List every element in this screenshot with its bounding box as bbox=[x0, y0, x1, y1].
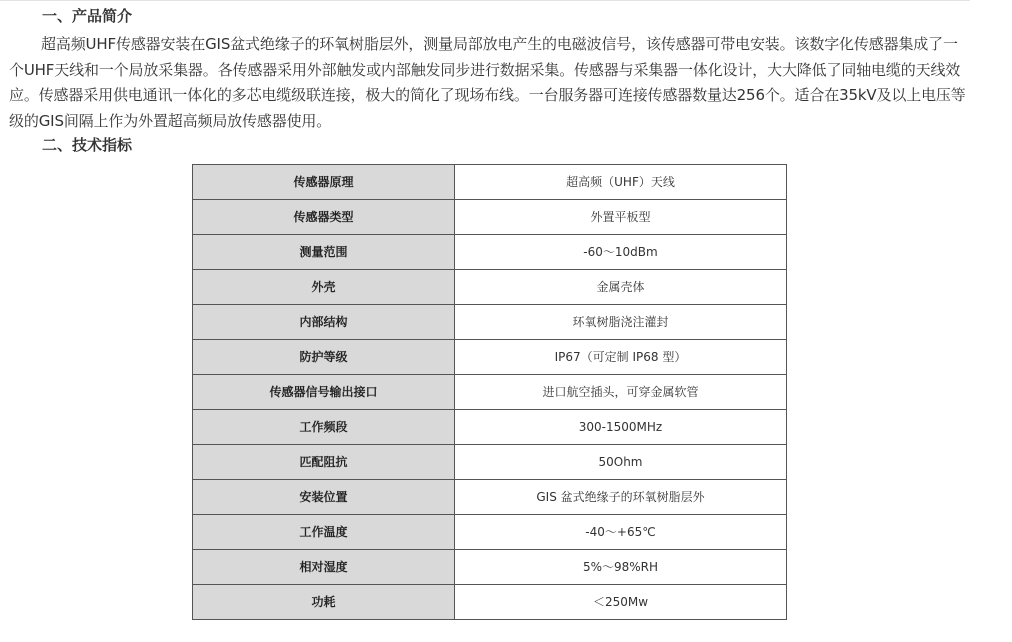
section-heading-intro: 一、产品简介 bbox=[42, 7, 133, 25]
spec-label: 安装位置 bbox=[193, 480, 455, 515]
spec-label: 测量范围 bbox=[193, 235, 455, 270]
spec-value: -40～+65℃ bbox=[455, 515, 787, 550]
spec-value: 环氧树脂浇注灌封 bbox=[455, 305, 787, 340]
spec-row bbox=[193, 515, 787, 550]
spec-label: 传感器类型 bbox=[193, 200, 455, 235]
spec-row bbox=[193, 200, 787, 235]
spec-label: 相对湿度 bbox=[193, 550, 455, 585]
spec-value: -60～10dBm bbox=[455, 235, 787, 270]
spec-row bbox=[193, 445, 787, 480]
spec-row bbox=[193, 410, 787, 445]
spec-row bbox=[193, 305, 787, 340]
top-divider bbox=[0, 0, 970, 1]
spec-label: 功耗 bbox=[193, 585, 455, 620]
spec-table bbox=[192, 164, 787, 620]
spec-row bbox=[193, 235, 787, 270]
spec-row bbox=[193, 550, 787, 585]
spec-label: 传感器信号输出接口 bbox=[193, 375, 455, 410]
spec-label: 工作频段 bbox=[193, 410, 455, 445]
spec-label: 内部结构 bbox=[193, 305, 455, 340]
spec-value: ＜250Mw bbox=[455, 585, 787, 620]
spec-label: 工作温度 bbox=[193, 515, 455, 550]
spec-value: 外置平板型 bbox=[455, 200, 787, 235]
intro-paragraph: 超高频UHF传感器安装在GIS盆式绝缘子的环氧树脂层外，测量局部放电产生的电磁波信号，该传感器可带电安装。该数字化传感器集成了一个UHF天线和一个局放采集器。各传感器采用外部触发或内部触发同步进行数据采集。传感器与采集器一体化设计，大大降低了同轴电缆的天线效应。传感器采用供电通讯一体化的多芯电缆级联连接，极大的简化了现场布线。一台服务器可连接传感器数量达256个。适合在35kV及以上电压等级的GIS间隔上作为外置超高频局放传感器使用。 bbox=[9, 35, 966, 130]
spec-value: 超高频（UHF）天线 bbox=[455, 165, 787, 200]
section-heading-specs: 二、技术指标 bbox=[42, 136, 133, 154]
spec-row bbox=[193, 585, 787, 620]
spec-row bbox=[193, 375, 787, 410]
spec-value: 50Ohm bbox=[455, 445, 787, 480]
spec-value: 300-1500MHz bbox=[455, 410, 787, 445]
spec-value: 金属壳体 bbox=[455, 270, 787, 305]
spec-label: 防护等级 bbox=[193, 340, 455, 375]
spec-value: 5%～98%RH bbox=[455, 550, 787, 585]
spec-label: 传感器原理 bbox=[193, 165, 455, 200]
spec-value: IP67（可定制 IP68 型） bbox=[455, 340, 787, 375]
spec-row bbox=[193, 480, 787, 515]
spec-value: GIS 盆式绝缘子的环氧树脂层外 bbox=[455, 480, 787, 515]
spec-row bbox=[193, 270, 787, 305]
spec-row bbox=[193, 340, 787, 375]
spec-label: 外壳 bbox=[193, 270, 455, 305]
spec-value: 进口航空插头，可穿金属软管 bbox=[455, 375, 787, 410]
spec-label: 匹配阻抗 bbox=[193, 445, 455, 480]
spec-row bbox=[193, 165, 787, 200]
